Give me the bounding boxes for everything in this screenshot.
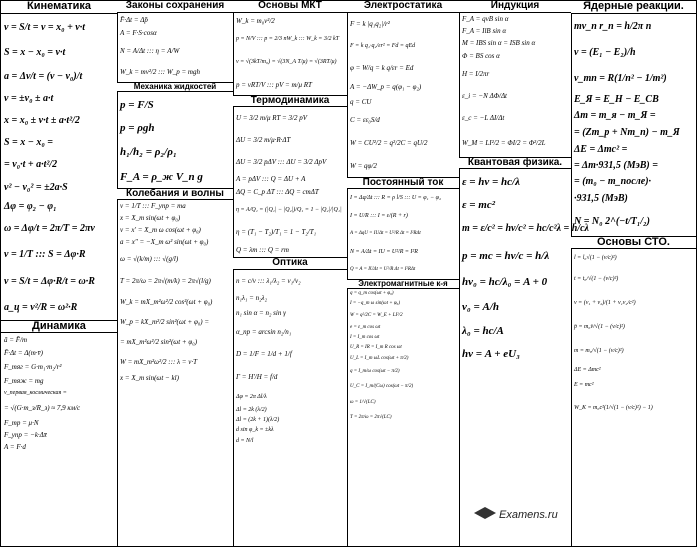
formula-line: d = N/l: [236, 437, 254, 444]
formula-line: Δm = m_я − m_Я =: [574, 109, 656, 121]
formula-line: = (Zm_p + Nm_n) − m_Я: [574, 126, 680, 138]
formula-line: x = x₀ ± v·t ± a·t²/2: [4, 114, 80, 126]
cap-logo-icon: [474, 506, 496, 524]
formula-line: ε_c = −L ΔI/Δt: [462, 113, 505, 122]
formula-line: p = mc = hν/c = h/λ: [462, 250, 550, 262]
formula-line: E_Я = E_H − E_CB: [574, 93, 659, 105]
formula-line: T = 2π/ω = 2π√(LC): [350, 415, 392, 421]
formula-line: = v₀·t + a·t²/2: [4, 158, 58, 170]
formula-line: p = F/S: [120, 98, 154, 111]
formula-line: = √(G·m_з/R_з) ≈ 7,9 км/с: [4, 404, 81, 413]
formula-line: W_k = mv²/2 ::: W_p = mgh: [120, 67, 200, 76]
formula-line: ε = hν = hc/λ: [462, 176, 520, 188]
formula-line: hν₀ = hc/λ₀ = A + 0: [462, 276, 548, 288]
formula-line: A = pΔV ::: Q = ΔU + A: [236, 175, 306, 183]
formula-line: ΔQ = C_p ΔT ::: ΔQ = cmΔT: [236, 188, 319, 196]
formula-line: F_A = ρ_ж V_п g: [120, 170, 203, 183]
formula-line: Φ = BS cos α: [462, 51, 500, 60]
formula-line: F = k q₁·q₂/εr² = Fd = qEd: [350, 42, 416, 49]
formula-line: v = √(3kT/m₀) = √(3N_A T/μ) = √(3RT/μ): [236, 58, 337, 65]
formula-line: W_p = kX_m²/2 sin²(ωt + φ₀) =: [120, 318, 210, 327]
section-title: Квантовая физика.: [459, 157, 571, 170]
formula-line: W = CU²/2 = q²/2C = qU/2: [350, 138, 428, 147]
formula-line: U = 3/2 m/μ RT = 3/2 pV: [236, 114, 307, 122]
formula-line: n₁ sin α = n₂ sin γ: [236, 308, 286, 317]
formula-line: I = U/R ::: I = ε/(R + r): [350, 213, 408, 219]
formula-line: = Δm·931,5 (МэВ) =: [574, 159, 658, 171]
formula-line: Δl = 2k (λ/2): [236, 406, 267, 413]
formula-line: ε_i = −N ΔΦ/Δt: [462, 91, 508, 100]
formula-line: ν₀ = A/h: [462, 301, 499, 313]
formula-line: p = νRT/V ::: pV = m/μ RT: [236, 80, 312, 89]
formula-line: x = X_m sin(ωt − kl): [120, 374, 179, 383]
formula-line: S = x − x₀ = v·t: [4, 46, 66, 58]
formula-line: a = x″ = −X_m ω² sin(ωt + φ₀): [120, 238, 209, 247]
formula-line: p̄ = m₀v̄/√(1 − (v/c)²): [574, 324, 625, 331]
formula-line: U_C = I_m/(Cω) cos(ωt − π/2): [350, 384, 414, 390]
formula-line: W = qφ/2: [350, 161, 377, 170]
formula-line: M = IBS sin α = ISB sin α: [462, 38, 536, 47]
formula-line: F̄·Δt = Δp̄: [120, 15, 148, 24]
formula-line: ·931,5 (МэВ): [574, 192, 628, 204]
formula-line: Q = A = IUΔt = U²/R Δt = I²RΔt: [350, 267, 416, 272]
formula-line: C = εε₀S/d: [350, 115, 380, 124]
formula-line: q = CU: [350, 97, 372, 106]
formula-line: α_пр = arcsin n₂/n₁: [236, 327, 292, 336]
formula-line: q = I_m/ω cos(ωt − π/2): [350, 369, 400, 375]
formula-line: F_A = qvB sin α: [462, 14, 509, 23]
formula-line: Δl = (2k + 1)(λ/2): [236, 416, 280, 423]
formula-line: v_первая_космическая =: [4, 390, 67, 397]
column-6: [571, 1, 696, 546]
formula-line: d sin φ_k = ±kλ: [236, 426, 274, 433]
formula-line: λ₀ = hc/A: [462, 325, 504, 337]
formula-line: ν = 1/T ::: F_упр = ma: [120, 202, 186, 211]
formula-line: Q = λm ::: Q = rm: [236, 246, 289, 254]
formula-line: ν_mn = R(1/n² − 1/m²): [574, 72, 667, 84]
section-title: Законы сохранения: [117, 1, 233, 13]
formula-line: t = t₀/√(1 − (v/c)²): [574, 276, 619, 283]
formula-line: m = m₀/√(1 − (v/c)²): [574, 348, 624, 355]
column-2: [117, 1, 234, 546]
section-title: Основы МКТ: [233, 1, 347, 13]
section-title: Колебания и волны: [117, 188, 233, 201]
column-3: [233, 1, 348, 546]
formula-line: ν = (E₁ − E₂)/h: [574, 46, 636, 58]
formula-line: Δφ = 2π Δl/λ: [236, 393, 267, 400]
formula-line: hν = A + eU₃: [462, 348, 520, 360]
formula-line: v = S/t = Δφ·R/t = ω·R: [4, 275, 95, 287]
formula-line: n = c/v ::: λ₁/λ₂ = v₁/v₂: [236, 276, 301, 285]
section-title: Электромагнитные к-я: [347, 279, 459, 289]
formula-line: = mX_m²ω²/2 sin²(ωt + φ₀): [120, 338, 198, 347]
formula-line: A = F·S·cosα: [120, 28, 157, 37]
formula-line: W = q²/2C = W_E + LI²/2: [350, 313, 403, 319]
formula-line: N = A/Δt ::: η = A/W: [120, 46, 180, 55]
formula-line: F_тр = μ·N: [4, 419, 39, 428]
formula-line: ΔU = 3/2 m/μ·R·ΔT: [236, 136, 291, 144]
formula-line: e = ε_m cos ωt: [350, 325, 381, 331]
formula-line: U_R = IR = I_m R cos ωt: [350, 345, 402, 351]
formula-line: x = X_m sin(ωt + φ₀): [120, 214, 181, 223]
formula-line: S = x − x₀ =: [4, 136, 54, 148]
formula-line: W_k = m₀v²/2: [236, 16, 275, 25]
section-title: Индукция: [459, 1, 571, 13]
formula-line: W_k = mX_m²ω²/2 cos²(ωt + φ₀): [120, 298, 213, 307]
formula-line: = (m₀ − m_после)·: [574, 175, 652, 187]
formula-line: a_ц = v²/R = ω²·R: [4, 301, 78, 313]
section-title: Постоянный ток: [347, 177, 459, 190]
section-title: Термодинамика: [233, 95, 347, 108]
formula-line: A = F·d: [4, 443, 26, 452]
formula-line: ΔE = Δmc² =: [574, 143, 628, 155]
formula-line: η = A/Q₁ = (|Q₁| − |Q₂|)/Q₁ = 1 − |Q₂|/|Q₁|: [236, 207, 342, 213]
section-title: Основы СТО.: [571, 236, 696, 250]
formula-line: Г = H′/H = f/d: [236, 372, 278, 381]
formula-line: mv_n r_n = h/2π n: [574, 20, 652, 32]
formula-line: m = ε/c² = hν/c² = hc/c²λ = h/cλ: [462, 223, 589, 234]
formula-line: A = ΔqU = IUΔt = U²/R Δt = I²RΔt: [350, 231, 421, 236]
formula-line: ΔU = 3/2 pΔV ::: ΔU = 3/2 ΔpV: [236, 158, 327, 166]
formula-line: N = A/Δt = IU = U²/R = I²R: [350, 249, 418, 255]
section-title: Электростатика: [347, 1, 459, 13]
formula-line: F_A = IlB sin α: [462, 26, 507, 35]
formula-line: F_тяж = mg: [4, 377, 44, 386]
formula-line: h₁/h₂ = ρ₂/ρ₁: [120, 145, 177, 158]
formula-line: H = I/2πr: [462, 69, 490, 78]
formula-line: A = −ΔW_p = q(φ₁ − φ₂): [350, 82, 422, 91]
formula-line: N = N₀ 2^(−t/T₁/₂): [574, 215, 650, 227]
formula-line: W_M = LI²/2 = ΦI/2 = Φ²/2L: [462, 138, 546, 147]
formula-line: D = 1/F = 1/d + 1/f: [236, 349, 292, 358]
formula-line: ω = 1/√(LC): [350, 400, 376, 406]
formula-line: E = mc²: [574, 382, 594, 389]
formula-line: ā = F̄/m: [4, 336, 27, 345]
formula-line: W = mX_m²ω²/2 ::: λ = v·T: [120, 358, 198, 367]
site-logo: [474, 506, 558, 524]
column-4: [347, 1, 460, 546]
formula-line: q = q_m cos(ωt + φ₀): [350, 291, 394, 297]
section-title: Ядерные реакции.: [571, 1, 696, 14]
formula-line: v = S/t = v = x₀ + v·t: [4, 21, 85, 33]
formula-line: U_L = I_m ωL cos(ωt + π/2): [350, 356, 409, 362]
formula-line: W_K = m₀c²(1/√(1 − (v/c)²) − 1): [574, 405, 653, 412]
formula-line: φ = W/q = k q/εr = Ed: [350, 63, 414, 72]
formula-line: a = Δv/t = (v − v₀)/t: [4, 70, 83, 82]
column-1: [1, 1, 118, 546]
formula-line: F = k |q₁q₂|/r²: [350, 19, 390, 28]
section-title: Кинематика: [1, 1, 117, 14]
formula-line: T = 2π/ω = 2π√(m/k) = 2π√(l/g): [120, 277, 211, 286]
formula-line: ω = Δφ/t = 2π/T = 2πν: [4, 222, 95, 234]
formula-line: ω = √(k/m) ::: √(g/l): [120, 255, 179, 264]
section-title: Механика жидкостей: [117, 82, 233, 92]
site-logo-text: Examens.ru: [499, 509, 558, 521]
formula-line: I = Δq/Δt ::: R = ρ l/S ::: U = φ₁ − φ₂: [350, 195, 442, 201]
formula-line: I = I_m cos ωt: [350, 335, 380, 341]
formula-line: p = N/V ::: p = 2/3 nW_k ::: W_k = 3/2 kT: [236, 35, 340, 42]
formula-line: F_упр = −k·Δx̄: [4, 431, 47, 440]
formula-line: v² − v₀² = ±2a·S: [4, 181, 68, 193]
formula-line: v = (v₁ + v₂)/(1 + v₁v₂/c²): [574, 300, 636, 307]
formula-line: Δφ = φ₂ − φ₁: [4, 200, 57, 212]
formula-line: ν = 1/T ::: S = Δφ·R: [4, 248, 86, 260]
formula-line: F_тяг = G·m₁·m₂/r²: [4, 363, 62, 372]
formula-line: n₁λ₁ = n₂λ₂: [236, 293, 268, 302]
formula-line: I = −q_m ω sin(ωt + φ₀): [350, 301, 401, 307]
formula-line: η = (T₁ − T₂)/T₁ = 1 − T₂/T₁: [236, 228, 317, 236]
formula-line: ΔE = Δmc²: [574, 367, 601, 374]
formula-line: ε = mc²: [462, 199, 496, 211]
section-title: Динамика: [1, 320, 117, 334]
section-title: Оптика: [233, 257, 347, 270]
formula-line: v = ±v₀ ± a·t: [4, 92, 54, 104]
formula-line: v = x′ = X_m ω cos(ωt + φ₀): [120, 226, 201, 235]
formula-line: p = ρgh: [120, 121, 155, 134]
formula-line: l = l₀√(1 − (v/c)²): [574, 255, 617, 262]
formula-line: F̄·Δt = Δ(m·v̄): [4, 349, 43, 358]
